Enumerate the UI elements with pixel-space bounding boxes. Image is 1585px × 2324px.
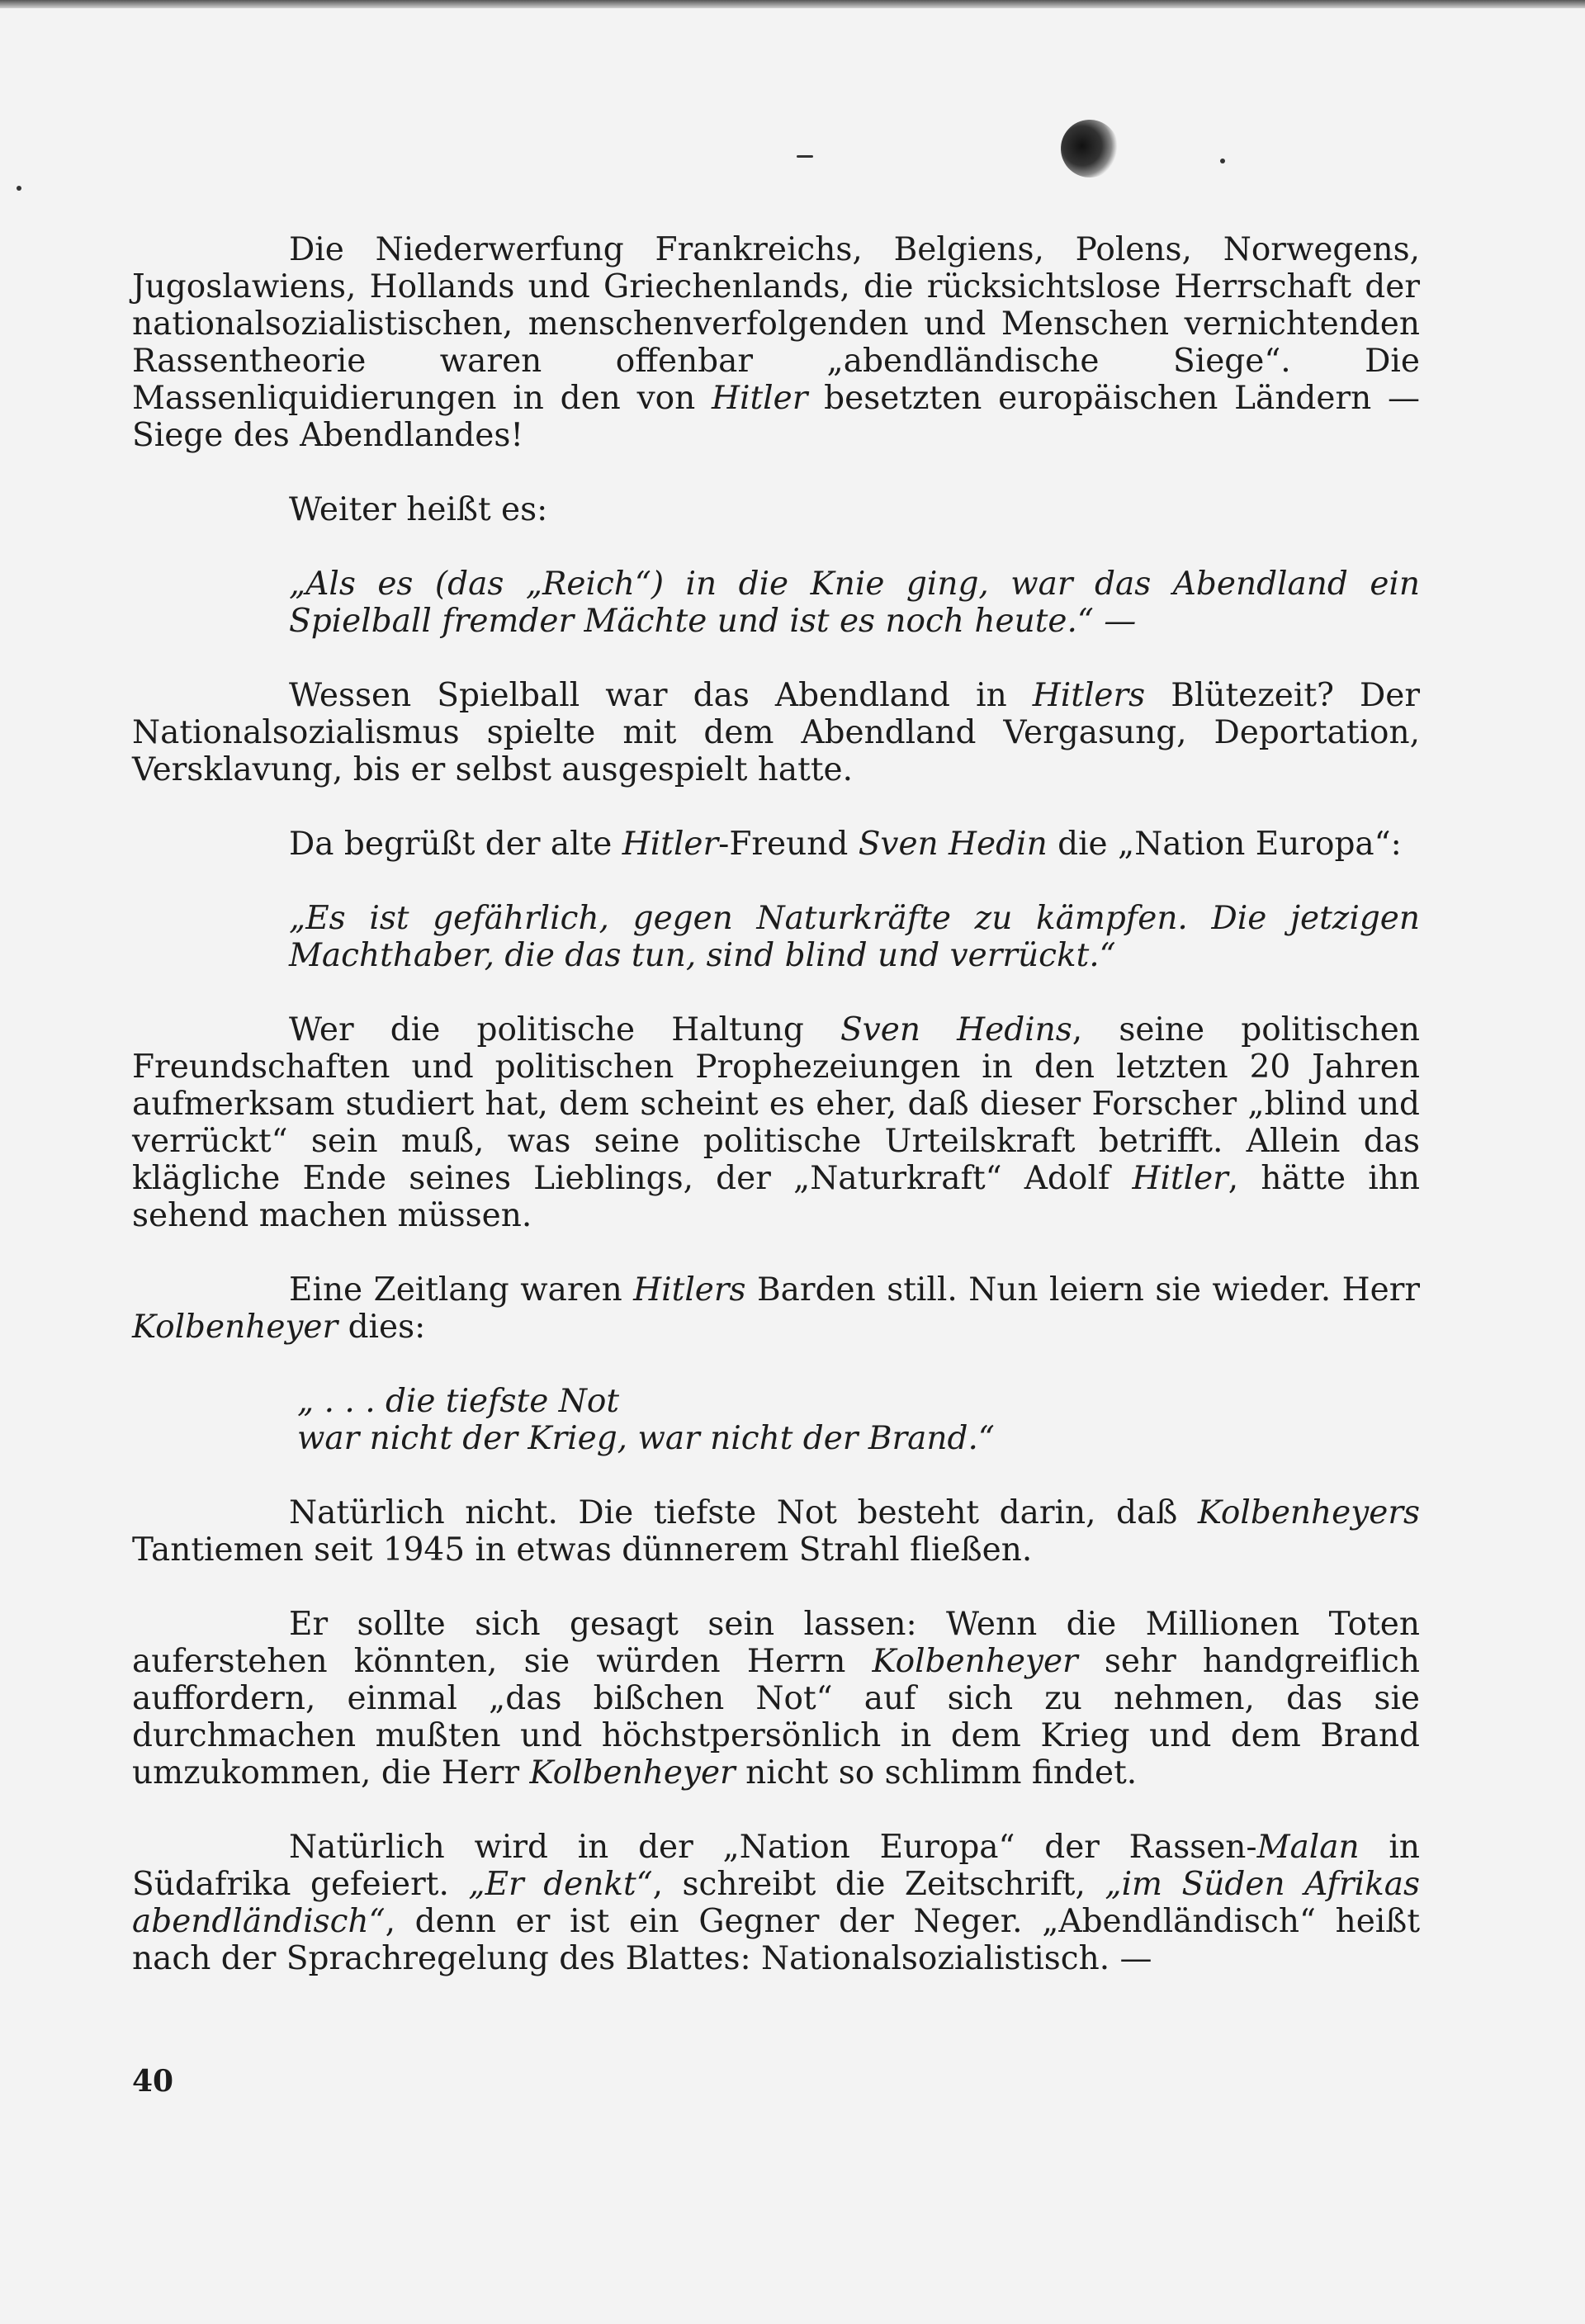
- paragraph: [132, 677, 1420, 788]
- text-run: Wessen Spielball war das Abendland in: [289, 677, 1033, 714]
- text-run: Tantiemen seit 1945 in etwas dünnerem Strahl fließen.: [132, 1531, 1033, 1569]
- emphasized-text: Malan: [1256, 1829, 1360, 1866]
- text-run: Eine Zeitlang waren: [289, 1271, 634, 1309]
- verse-line: war nicht der Krieg, war nicht der Brand.“: [297, 1420, 995, 1457]
- text-run: Die Niederwerfung Frankreichs, Belgiens, Polens, Norwegens, Jugoslawiens, Hollands und Griechenlands, die rücksichtslose Herrschaft der nationalsozialistischen, menschenverfolgenden und Menschen vernichtenden Rassentheorie waren offenbar „abendländische Siege“. Die Massenliquidierungen in den von: [132, 231, 1420, 417]
- emphasized-text: Kolbenheyer: [132, 1309, 338, 1346]
- verse-quote: [132, 1383, 1420, 1457]
- verse-line: „ . . . die tiefste Not: [297, 1383, 619, 1420]
- paragraph: [132, 491, 1420, 528]
- scan-speck: [1220, 159, 1225, 163]
- text-run: sehr handgreiflich auffordern, einmal „das bißchen Not“ auf sich zu nehmen, das sie durchmachen mußten und höchstpersönlich in dem Krieg und dem Brand umzukommen, die Herr: [132, 1643, 1420, 1792]
- ink-stain-mark: [1051, 110, 1128, 187]
- page-number: 40: [132, 2064, 174, 2099]
- paragraph: [132, 1606, 1420, 1792]
- emphasized-text: Hitler: [1132, 1160, 1228, 1197]
- emphasized-text: Sven Hedin: [858, 826, 1048, 863]
- text-run: „Es ist gefährlich, gegen Naturkräfte zu kämpfen. Die jetzigen Machthaber, die das tun, sind blind und verrückt.“: [289, 900, 1420, 974]
- text-run: besetzten europäischen Ländern — Siege des Abendlandes!: [132, 380, 1420, 454]
- text-run: Blütezeit? Der Nationalsozialismus spielte mit dem Abendland Vergasung, Deportation, Versklavung, bis er selbst ausgespielt hatte.: [132, 677, 1420, 788]
- emphasized-text: „Er denkt“: [468, 1866, 653, 1903]
- text-run: „Als es (das „Reich“) in die Knie ging, war das Abendland ein Spielball fremder Mächte und ist es noch heute.“ —: [289, 566, 1420, 640]
- emphasized-text: Kolbenheyers: [1197, 1494, 1420, 1531]
- emphasized-text: „im Süden Afrikas abendländisch“: [132, 1866, 1421, 1940]
- text-run: die „Nation Europa“:: [1047, 826, 1402, 863]
- text-run: Barden still. Nun leiern sie wieder. Herr: [745, 1271, 1420, 1309]
- paragraph: [132, 826, 1420, 863]
- text-run: dies:: [338, 1309, 426, 1346]
- block-quote: [132, 566, 1420, 640]
- text-run: Er sollte sich gesagt sein lassen: Wenn die Millionen Toten auferstehen könnten, sie würden Herrn: [132, 1606, 1420, 1680]
- text-run: , seine politischen Freundschaften und politischen Prophezeiungen in den letzten 20 Jahren aufmerksam studiert hat, dem scheint es eher, daß dieser Forscher „blind und verrückt“ sein muß, was seine politische Urteilskraft betrifft. Allein das klägliche Ende seines Lieblings, der „Naturkraft“ Adolf: [132, 1011, 1420, 1197]
- paragraph: [132, 1829, 1420, 1977]
- scan-dash: [797, 155, 813, 158]
- text-run: in Südafrika gefeiert.: [132, 1829, 1420, 1903]
- block-quote: [132, 900, 1420, 974]
- emphasized-text: Hitlers: [1032, 677, 1146, 714]
- text-run: , denn er ist ein Gegner der Neger. „Abendländisch“ heißt nach der Sprachregelung des Blattes: Nationalsozialistisch. —: [132, 1903, 1420, 1977]
- scan-speck: [17, 186, 21, 191]
- emphasized-text: Kolbenheyer: [872, 1643, 1078, 1680]
- paragraph: [132, 1494, 1420, 1569]
- text-run: , hätte ihn sehend machen müssen.: [132, 1160, 1420, 1234]
- emphasized-text: Kolbenheyer: [529, 1754, 736, 1792]
- emphasized-text: Hitler: [712, 380, 808, 417]
- body-text: [132, 231, 1420, 2014]
- emphasized-text: Hitlers: [633, 1271, 746, 1309]
- text-run: Wer die politische Haltung: [289, 1011, 841, 1048]
- text-run: Natürlich nicht. Die tiefste Not besteht darin, daß: [289, 1494, 1198, 1531]
- text-run: , schreibt die Zeitschrift,: [652, 1866, 1105, 1903]
- text-run: -Freund: [718, 826, 859, 863]
- text-run: Weiter heißt es:: [289, 491, 548, 528]
- paragraph: [132, 231, 1420, 454]
- emphasized-text: Hitler: [622, 826, 719, 863]
- text-run: Natürlich wird in der „Nation Europa“ der Rassen-: [289, 1829, 1257, 1866]
- scan-top-edge: [0, 0, 1585, 8]
- emphasized-text: Sven Hedins: [840, 1011, 1072, 1048]
- text-run: nicht so schlimm findet.: [735, 1754, 1138, 1792]
- paragraph: [132, 1271, 1420, 1346]
- paragraph: [132, 1011, 1420, 1234]
- text-run: Da begrüßt der alte: [289, 826, 622, 863]
